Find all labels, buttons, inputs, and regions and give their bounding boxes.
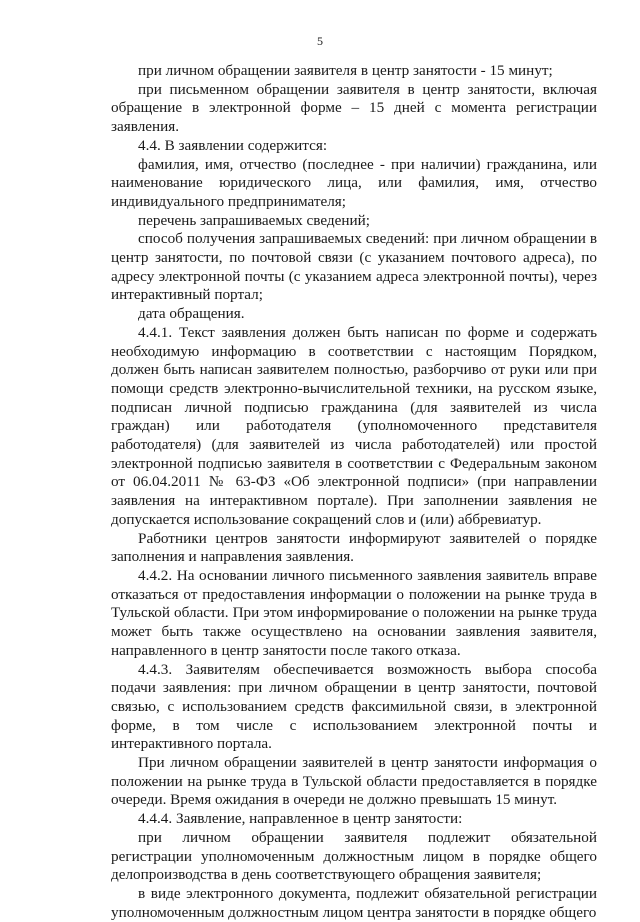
paragraph: 4.4.1. Текст заявления должен быть написан по форме и содержать необходимую информацию в соответствии с настоящим Порядком, должен быть написан заявителем полностью, разборчиво от руки или при помощи средств электронно-вычислительной техники, на русском языке, подписан личной подписью гражданина (для заявителей из числа граждан) или работодателя (уполномоченного представителя работодателя) (для заявителей из числа работодателей) или простой электронной подписью заявителя в соответствии с Федеральным законом от 06.04.2011 № 63-ФЗ «Об электронной подписи» (при направлении заявления на интерактивном портале). При заполнении заявления не допускается использование сокращений слов и (или) аббревиатур. (111, 323, 597, 528)
paragraph: 4.4.4. Заявление, направленное в центр занятости: (138, 810, 463, 828)
paragraph: 4.4.3. Заявителям обеспечивается возможность выбора способа подачи заявления: при личном обращении в центр занятости, почтовой связью, с использованием средств факсимильной связи, в электронной форме, в том числе с использованием электронной почты и интерактивного портала. (111, 660, 597, 753)
paragraph: 4.4.2. На основании личного письменного заявления заявитель вправе отказаться от предоставления информации о положении на рынке труда в Тульской области. При этом информирование о положении на рынке труда может быть также осуществлено на основании заявления заявителя, направленного в центр занятости после такого отказа. (111, 566, 597, 659)
paragraph: при личном обращении заявителя подлежит обязательной регистрации уполномоченным должностным лицом в порядке общего делопроизводства в день соответствующего обращения заявителя; (111, 828, 597, 884)
paragraph: При личном обращении заявителей в центр занятости информация о положении на рынке труда в Тульской области предоставляется в порядке очереди. Время ожидания в очереди не должно превышать 15 минут. (111, 754, 597, 809)
paragraph: Работники центров занятости информируют заявителей о порядке заполнения и направления заявления. (111, 529, 597, 566)
paragraph: при письменном обращении заявителя в центр занятости, включая обращение в электронной форме – 15 дней с момента регистрации заявления. (111, 80, 597, 136)
paragraph: 4.4. В заявлении содержится: (138, 136, 328, 154)
page-number: 5 (317, 34, 323, 48)
paragraph: способ получения запрашиваемых сведений: при личном обращении в центр занятости, по почтовой связи (с указанием почтового адреса), по адресу электронной почты (с указанием адреса электронной почты), через интерактивный портал; (111, 230, 597, 304)
paragraph: в виде электронного документа, подлежит обязательной регистрации уполномоченным должностным лицом центра занятости в порядке общего (111, 884, 597, 921)
document-body (111, 62, 597, 922)
paragraph: дата обращения. (138, 305, 245, 323)
paragraph: при личном обращении заявителя в центр занятости - 15 минут; (138, 62, 553, 79)
paragraph: фамилия, имя, отчество (последнее - при наличии) гражданина, или наименование юридического лица, или фамилия, имя, отчество индивидуального предпринимателя; (111, 155, 597, 210)
paragraph: перечень запрашиваемых сведений; (138, 211, 370, 229)
